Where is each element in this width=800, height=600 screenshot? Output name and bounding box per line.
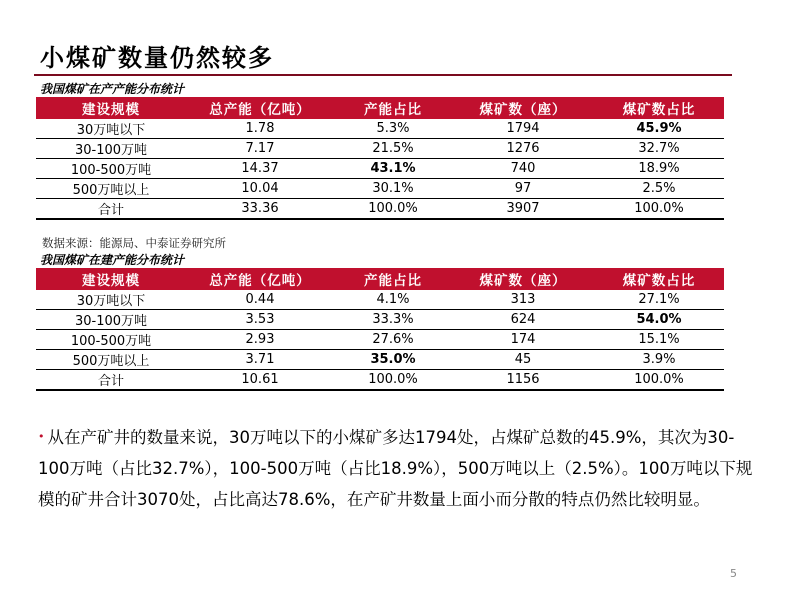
- table1-cell: 43.1%: [334, 159, 452, 179]
- table1-cell: 30-100万吨: [36, 139, 186, 159]
- table1: [36, 97, 724, 220]
- source-note: 数据来源：能源局、中泰证券研究所: [42, 236, 226, 250]
- table2-cell: 100-500万吨: [36, 330, 186, 350]
- table1-cell: 100.0%: [334, 199, 452, 220]
- table1-cell: 1276: [452, 139, 594, 159]
- table1-row: [36, 139, 724, 159]
- table1-cell: 33.36: [186, 199, 334, 220]
- table2-cell: 3.53: [186, 310, 334, 330]
- table2-cell: 合计: [36, 370, 186, 391]
- table2: [36, 268, 724, 391]
- table2-row: [36, 290, 724, 310]
- table2-cell: 27.6%: [334, 330, 452, 350]
- table2-cell: 3.71: [186, 350, 334, 370]
- table2-header-cell: 煤矿数（座）: [452, 268, 594, 290]
- table1-cell: 14.37: [186, 159, 334, 179]
- table2-cell: 174: [452, 330, 594, 350]
- table2-header-row: [36, 268, 724, 290]
- table1-cell: 100-500万吨: [36, 159, 186, 179]
- table2-cell: 30-100万吨: [36, 310, 186, 330]
- table1-cell: 740: [452, 159, 594, 179]
- table1-row: [36, 119, 724, 139]
- table2-header-cell: 总产能（亿吨）: [186, 268, 334, 290]
- title-rule: [34, 74, 732, 76]
- table2-cell: 54.0%: [594, 310, 724, 330]
- table2-cell: 3.9%: [594, 350, 724, 370]
- table2-cell: 30万吨以下: [36, 290, 186, 310]
- table2-cell: 10.61: [186, 370, 334, 391]
- table1-cell: 5.3%: [334, 119, 452, 139]
- table1-header-cell: 煤矿数占比: [594, 97, 724, 119]
- table2-cell: 4.1%: [334, 290, 452, 310]
- table2-header-cell: 煤矿数占比: [594, 268, 724, 290]
- table2-cell: 1156: [452, 370, 594, 391]
- slide-title: 小煤矿数量仍然较多: [40, 44, 274, 72]
- table2-cell: 35.0%: [334, 350, 452, 370]
- table2-total-row: [36, 370, 724, 391]
- table2-cell: 100.0%: [334, 370, 452, 391]
- table2-cell: 624: [452, 310, 594, 330]
- table1-cell: 45.9%: [594, 119, 724, 139]
- table1-cell: 18.9%: [594, 159, 724, 179]
- table1-cell: 30.1%: [334, 179, 452, 199]
- table2-cell: 313: [452, 290, 594, 310]
- table2-row: [36, 350, 724, 370]
- summary-paragraph: [38, 421, 754, 515]
- table1-cell: 500万吨以上: [36, 179, 186, 199]
- table1-row: [36, 159, 724, 179]
- table1-cell: 1.78: [186, 119, 334, 139]
- bullet-icon: •: [38, 430, 45, 443]
- page-number: 5: [730, 567, 737, 580]
- table1-header-row: [36, 97, 724, 119]
- table1-caption: 我国煤矿在产产能分布统计: [40, 82, 185, 96]
- table1-header-cell: 建设规模: [36, 97, 186, 119]
- summary-text: 从在产矿井的数量来说，30万吨以下的小煤矿多达1794处，占煤矿总数的45.9%，其次为30-100万吨（占比32.7%），100-500万吨（占比18.9%），500万吨以上（2.5%）。100万吨以下规模的矿井合计3070处，占比高达78.6%，在产矿井数量上面小而分散的特点仍然比较明显。: [38, 428, 753, 509]
- table1-cell: 21.5%: [334, 139, 452, 159]
- table2-cell: 15.1%: [594, 330, 724, 350]
- table2-cell: 0.44: [186, 290, 334, 310]
- table1-cell: 97: [452, 179, 594, 199]
- table1-cell: 30万吨以下: [36, 119, 186, 139]
- table2-cell: 500万吨以上: [36, 350, 186, 370]
- table1-header-cell: 产能占比: [334, 97, 452, 119]
- table2-cell: 100.0%: [594, 370, 724, 391]
- table1-cell: 7.17: [186, 139, 334, 159]
- table1-cell: 合计: [36, 199, 186, 220]
- table1-row: [36, 179, 724, 199]
- table2-caption: 我国煤矿在建产能分布统计: [40, 253, 185, 267]
- table1-header-cell: 煤矿数（座）: [452, 97, 594, 119]
- table1-cell: 10.04: [186, 179, 334, 199]
- table1-cell: 1794: [452, 119, 594, 139]
- table1-cell: 3907: [452, 199, 594, 220]
- table1-header-cell: 总产能（亿吨）: [186, 97, 334, 119]
- table1-cell: 2.5%: [594, 179, 724, 199]
- table1-total-row: [36, 199, 724, 220]
- table2-cell: 45: [452, 350, 594, 370]
- table1-cell: 100.0%: [594, 199, 724, 220]
- table2-header-cell: 产能占比: [334, 268, 452, 290]
- table2-cell: 2.93: [186, 330, 334, 350]
- table1-cell: 32.7%: [594, 139, 724, 159]
- table2-row: [36, 330, 724, 350]
- table2-cell: 27.1%: [594, 290, 724, 310]
- table2-row: [36, 310, 724, 330]
- table2-header-cell: 建设规模: [36, 268, 186, 290]
- table2-cell: 33.3%: [334, 310, 452, 330]
